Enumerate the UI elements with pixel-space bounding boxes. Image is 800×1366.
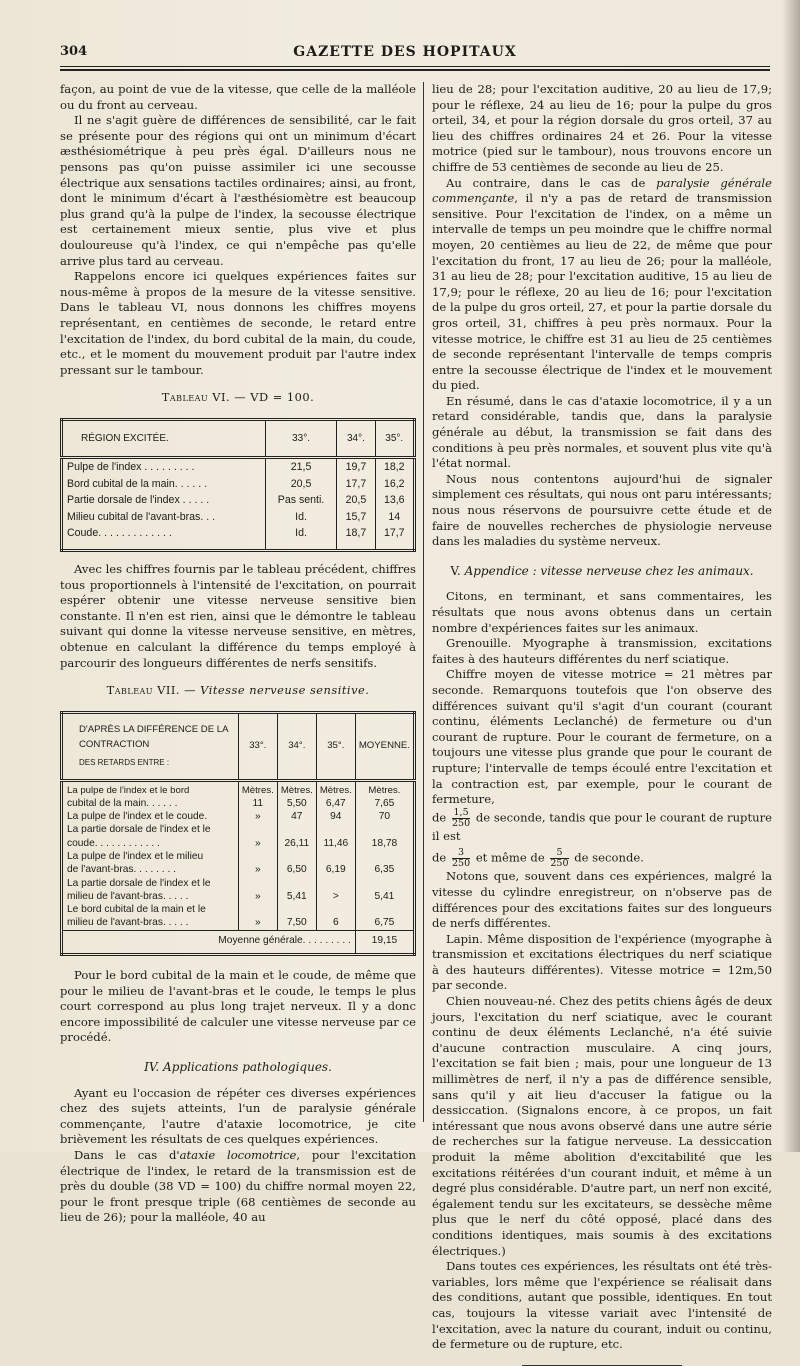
cell: 5,41	[277, 890, 316, 903]
cell: 20,5	[265, 476, 337, 493]
fraction: $\frac{3}{250}$	[451, 847, 471, 870]
column-header: RÉGION EXCITÉE.	[62, 419, 266, 458]
left-column	[60, 82, 416, 1226]
table-row	[62, 810, 415, 823]
table-vii	[60, 711, 416, 956]
total-value: 19,15	[355, 930, 414, 954]
table-row	[62, 837, 415, 850]
table-row	[62, 492, 415, 509]
cell: 5,41	[355, 890, 414, 903]
cell: 6,19	[316, 863, 355, 876]
paragraph: Citons, en terminant, et sans commentaires, les résultats que nous avons obtenus dans un certain nombre d'expériences faites sur les animaux.	[432, 589, 772, 635]
table-header-row	[62, 712, 415, 780]
header-rule	[60, 66, 770, 67]
column-header: 34°.	[337, 419, 375, 458]
column-divider	[423, 82, 424, 1122]
column-header: 33°.	[238, 712, 277, 780]
right-column	[432, 82, 772, 1366]
column-header: 35°.	[375, 419, 414, 458]
cell: 7,50	[277, 916, 316, 930]
paragraph: Au contraire, dans le cas de paralysie générale commençante, il n'y a pas de retard de transmission sensitive. Pour l'excitation de l'index, on a même un intervalle de temps un peu moindre que le chiffre normal moyen, 20 centièmes au lieu de 22, de même que pour l'excitation du front, 17 au lieu de 26; pour la malléole, 31 au lieu de 28; pour l'excitation auditive, 15 au lieu de 17,9; pour le réflexe, 20 au lieu de 16; pour l'excitation de la pulpe du gros orteil, 27, et pour la partie dorsale du gros orteil, 31, chiffres à peu près normaux. Pour la vitesse motrice, le chiffre est 31 au lieu de 25 centièmes de seconde représentant l'intervalle de temps compris entre la secousse électrique de l'index et le mouvement du pied.	[432, 175, 772, 393]
table7-caption-text: — Vitesse nerveuse sensitive.	[180, 683, 370, 698]
column-header: 35°.	[316, 712, 355, 780]
row-label: Pulpe de l'index . . . . . . . . .	[67, 461, 195, 474]
cell: 6,35	[355, 863, 414, 876]
cell: 15,7	[337, 509, 375, 526]
cell: Id.	[265, 509, 337, 526]
cell: 6,47	[316, 797, 355, 810]
table-row	[62, 890, 415, 903]
cell: 18,78	[355, 837, 414, 850]
paragraph: Notons que, souvent dans ces expériences, malgré la vitesse du cylindre enregistreur, on n'observe pas de différences pour des excitations faites sur des longueurs de nerfs différentes.	[432, 869, 772, 931]
row-label: Milieu cubital de l'avant-bras. . .	[67, 510, 216, 523]
section-title-v: V. Appendice : vitesse nerveuse chez les animaux.	[450, 563, 754, 578]
cell: 7,65	[355, 797, 414, 810]
table6-caption-label: Tableau VI.	[161, 390, 231, 405]
table-row	[62, 476, 415, 493]
page-number: 304	[60, 44, 88, 59]
table-row	[62, 850, 415, 863]
paragraph: Chien nouveau-né. Chez des petits chiens âgés de deux jours, l'excitation du nerf sciatique, avec le courant continu de deux éléments Leclanché, n'a été suivie d'aucune contraction musculaire. A cinq jours, l'excitation se fait bien ; mais, pour une longueur de 13 millimètres de nerf, il n'y a pas de différence sensible, sans qu'il y ait lieu d'accuser la fatigue ou la dessiccation. (Signalons encore, à ce propos, un fait intéressant que nous avons observé dans une autre série de recherches sur la fatigue nerveuse. La dessiccation produit la même abolition d'excitabilité que les excitations réitérées d'un courant induit, et même à un degré plus considérable. D'autre part, un nerf non excité, également tendu sur les excitateurs, se dessèche même plus que le nerf du côté opposé, placé dans des conditions identiques, mais soumis à des excitations électriques.)	[432, 994, 772, 1258]
cell: 6,75	[355, 916, 414, 930]
cell: 70	[355, 810, 414, 823]
header-main: D'APRÈS LA DIFFÉRENCE DE LA CONTRACTION	[79, 723, 228, 751]
cell: Pas senti.	[265, 492, 337, 509]
paragraph: Chiffre moyen de vitesse motrice = 21 mètres par seconde. Remarquons toutefois que l'on observe des différences suivant qu'il s'agit d'un courant (courant continu, éléments Leclanché) de fermeture ou d'un courant de rupture. Pour le courant de fermeture, on a toujours une vitesse plus grande que pour le courant de rupture; l'intervalle de temps écoulé entre l'excitation et la contraction est, par exemple, pour le courant de fermeture,	[432, 667, 772, 807]
cell: 19,7	[337, 458, 375, 476]
header-rule-thick	[60, 69, 770, 71]
header-sub: DES RETARDS ENTRE :	[79, 757, 170, 767]
table6-caption	[60, 390, 416, 406]
cell: 18,2	[375, 458, 414, 476]
row-label: de l'avant-bras. . . . . . . .	[67, 864, 176, 876]
table-row	[62, 903, 415, 916]
row-label: La partie dorsale de l'index et le	[67, 824, 211, 836]
total-label: Moyenne générale. . . . . . . . .	[62, 930, 356, 954]
cell: 47	[277, 810, 316, 823]
paragraph: Dans toutes ces expériences, les résultats ont été très-variables, lors même que l'expérience se réalisait dans des conditions, autant que possible, identiques. En tout cas, toujours la vitesse variait avec l'intensité de l'excitation, avec la nature du courant, induit ou continu, de fermeture ou de rupture, etc.	[432, 1259, 772, 1352]
row-label: coude. . . . . . . . . . . .	[67, 837, 160, 849]
row-label: Bord cubital de la main. . . . . .	[67, 477, 208, 490]
section-title-iv: IV. Applications pathologiques.	[144, 1060, 332, 1075]
paragraph: Pour le bord cubital de la main et le coude, de même que pour le milieu de l'avant-bras et le coude, le temps le plus court correspond au plus long trajet nerveux. Il y a donc encore impossibilité de calculer une vitesse nerveuse par ce procédé.	[60, 968, 416, 1045]
row-label: Coude. . . . . . . . . . . . .	[67, 527, 172, 540]
cell: »	[238, 890, 277, 903]
cell: 21,5	[265, 458, 337, 476]
cell: 5,50	[277, 797, 316, 810]
row-label: milieu de l'avant-bras. . . . .	[67, 890, 189, 902]
total-row	[62, 930, 415, 954]
journal-title: GAZETTE DES HOPITAUX	[293, 44, 517, 60]
row-label: cubital de la main. . . . . .	[67, 797, 178, 809]
paragraph: façon, au point de vue de la vitesse, que celle de la malléole ou du front au cerveau.	[60, 82, 416, 112]
cell: 13,6	[375, 492, 414, 509]
cell: 17,7	[337, 476, 375, 493]
cell: 20,5	[337, 492, 375, 509]
table-row	[62, 525, 415, 550]
cell: 6,50	[277, 863, 316, 876]
paragraph: Ayant eu l'occasion de répéter ces diverses expériences chez des sujets atteints, l'un de paralysie générale commençante, l'autre d'ataxie locomotrice, je cite brièvement les résultats de ces quelques expériences.	[60, 1085, 416, 1147]
paragraph: Grenouille. Myographe à transmission, excitations faites à des hauteurs différentes du nerf sciatique.	[432, 636, 772, 666]
table-row	[62, 458, 415, 476]
unit-cell: Mètres.	[355, 780, 414, 797]
page-edge-shadow	[782, 0, 800, 1152]
unit-cell: Mètres.	[277, 780, 316, 797]
table-vi	[60, 418, 416, 552]
column-header: MOYENNE.	[355, 712, 414, 780]
cell: 14	[375, 509, 414, 526]
unit-cell: Mètres.	[238, 780, 277, 797]
cell: 18,7	[337, 525, 375, 550]
paragraph: Nous nous contentons aujourd'hui de signaler simplement ces résultats, qui nous ont paru intéressants; nous nous réservons de poursuivre cette étude et de faire de nouvelles recherches de physiologie nerveuse dans les maladies du système nerveux.	[432, 471, 772, 549]
row-label: La pulpe de l'index et le bord	[62, 780, 239, 797]
units-row	[62, 780, 415, 797]
column-header: 33°.	[265, 419, 337, 458]
cell: 16,2	[375, 476, 414, 493]
paragraph: Lapin. Même disposition de l'expérience (myographe à transmission et excitations électriques du nerf sciatique à des hauteurs différentes). Vitesse motrice = 12m,50 par seconde.	[432, 931, 772, 993]
column-header: 34°.	[277, 712, 316, 780]
cell: 11,46	[316, 837, 355, 850]
cell: 6	[316, 916, 355, 930]
paragraph: Avec les chiffres fournis par le tableau précédent, chiffres tous proportionnels à l'intensité de l'excitation, on pourrait espérer obtenir une vitesse nerveuse sensitive bien constante. Il n'en est rien, ainsi que le démontre le tableau suivant qui donne la vitesse nerveuse sensitive, en mètres, obtenue en calculant la différence du temps employé à parcourir des longueurs différentes de nerfs sensitifs.	[60, 561, 416, 670]
table-row	[62, 509, 415, 526]
paragraph: lieu de 28; pour l'excitation auditive, 20 au lieu de 17,9; pour le réflexe, 24 au lieu de 16; pour la pulpe du gros orteil, 34, et pour la région dorsale du gros orteil, 37 au lieu des chiffres ordinaires 24 et 26. Pour la vitesse motrice (pied sur le tambour), nous trouvons encore un chiffre de 53 centièmes de seconde au lieu de 25.	[432, 82, 772, 174]
table7-caption	[60, 683, 416, 699]
cell: »	[238, 810, 277, 823]
paragraph: Rappelons encore ici quelques expériences faites sur nous-même à propos de la mesure de la vitesse sensitive. Dans le tableau VI, nous donnons les chiffres moyens représentant, en centièmes de seconde, le retard entre l'excitation de l'index, du bord cubital de la main, du coude, etc., et le moment du mouvement produit par l'autre index pressant sur le tambour.	[60, 269, 416, 377]
fraction-line: de $\frac{3}{250}$ et même de $\frac{5}{250}$ de seconde.	[432, 847, 644, 870]
fraction: $\frac{1,5}{250}$	[452, 806, 471, 829]
cell: 94	[316, 810, 355, 823]
row-label: La pulpe de l'index et le milieu	[67, 850, 204, 862]
paragraph: Dans le cas d'ataxie locomotrice, pour l'excitation électrique de l'index, le retard de la transmission est de près du double (38 VD = 100) du chiffre normal moyen 22, pour le front presque triple (68 centièmes de seconde au lieu de 26); pour la malléole, 40 au	[60, 1148, 416, 1225]
table7-caption-label: Tableau VII.	[106, 683, 181, 698]
table-row	[62, 823, 415, 836]
table-row	[62, 916, 415, 930]
table-row	[62, 797, 415, 810]
cell: Id.	[265, 525, 337, 550]
cell: 11	[238, 797, 277, 810]
table-row	[62, 863, 415, 876]
row-label: Le bord cubital de la main et le	[67, 904, 206, 916]
paragraph: Il ne s'agit guère de différences de sensibilité, car le fait se présente pour des régions qui ont un minimum d'écart æsthésiométrique à peu près égal. D'ailleurs nous ne pensons pas qu'on puisse assimiler ici une secousse électrique aux sensations tactiles ordinaires; ainsi, au front, dont le minimum d'écart à l'æsthésiomètre est beaucoup plus grand qu'à la pulpe de l'index, la secousse électrique est certainement mieux sentie, plus vive et plus douloureuse qu'à l'index, ce qui n'empêche pas qu'elle arrive plus tard au cerveau.	[60, 113, 416, 268]
cell: »	[238, 837, 277, 850]
fraction: $\frac{5}{250}$	[550, 847, 569, 870]
fraction-line: de $\frac{1,5}{250}$ de seconde, tandis que pour le courant de rupture il est	[432, 806, 773, 843]
column-header	[62, 712, 239, 780]
table6-caption-text: — VD = 100.	[230, 390, 315, 405]
table-row	[62, 877, 415, 890]
cell: >	[316, 890, 355, 903]
row-label: La partie dorsale de l'index et le	[67, 877, 211, 889]
row-label: milieu de l'avant-bras. . . . .	[67, 917, 189, 929]
cell: 26,11	[277, 837, 316, 850]
paragraph: En résumé, dans le cas d'ataxie locomotrice, il y a un retard considérable, tandis que, dans la paralysie générale au début, la transmission se fait dans des conditions à peu près normales, et souvent plus vite qu'à l'état normal.	[432, 393, 772, 471]
row-label: Partie dorsale de l'index . . . . .	[67, 494, 210, 507]
unit-cell: Mètres.	[316, 780, 355, 797]
table-header-row	[62, 419, 415, 458]
cell: 17,7	[375, 525, 414, 550]
cell: »	[238, 916, 277, 930]
cell: »	[238, 863, 277, 876]
row-label: La pulpe de l'index et le coude.	[67, 811, 208, 823]
